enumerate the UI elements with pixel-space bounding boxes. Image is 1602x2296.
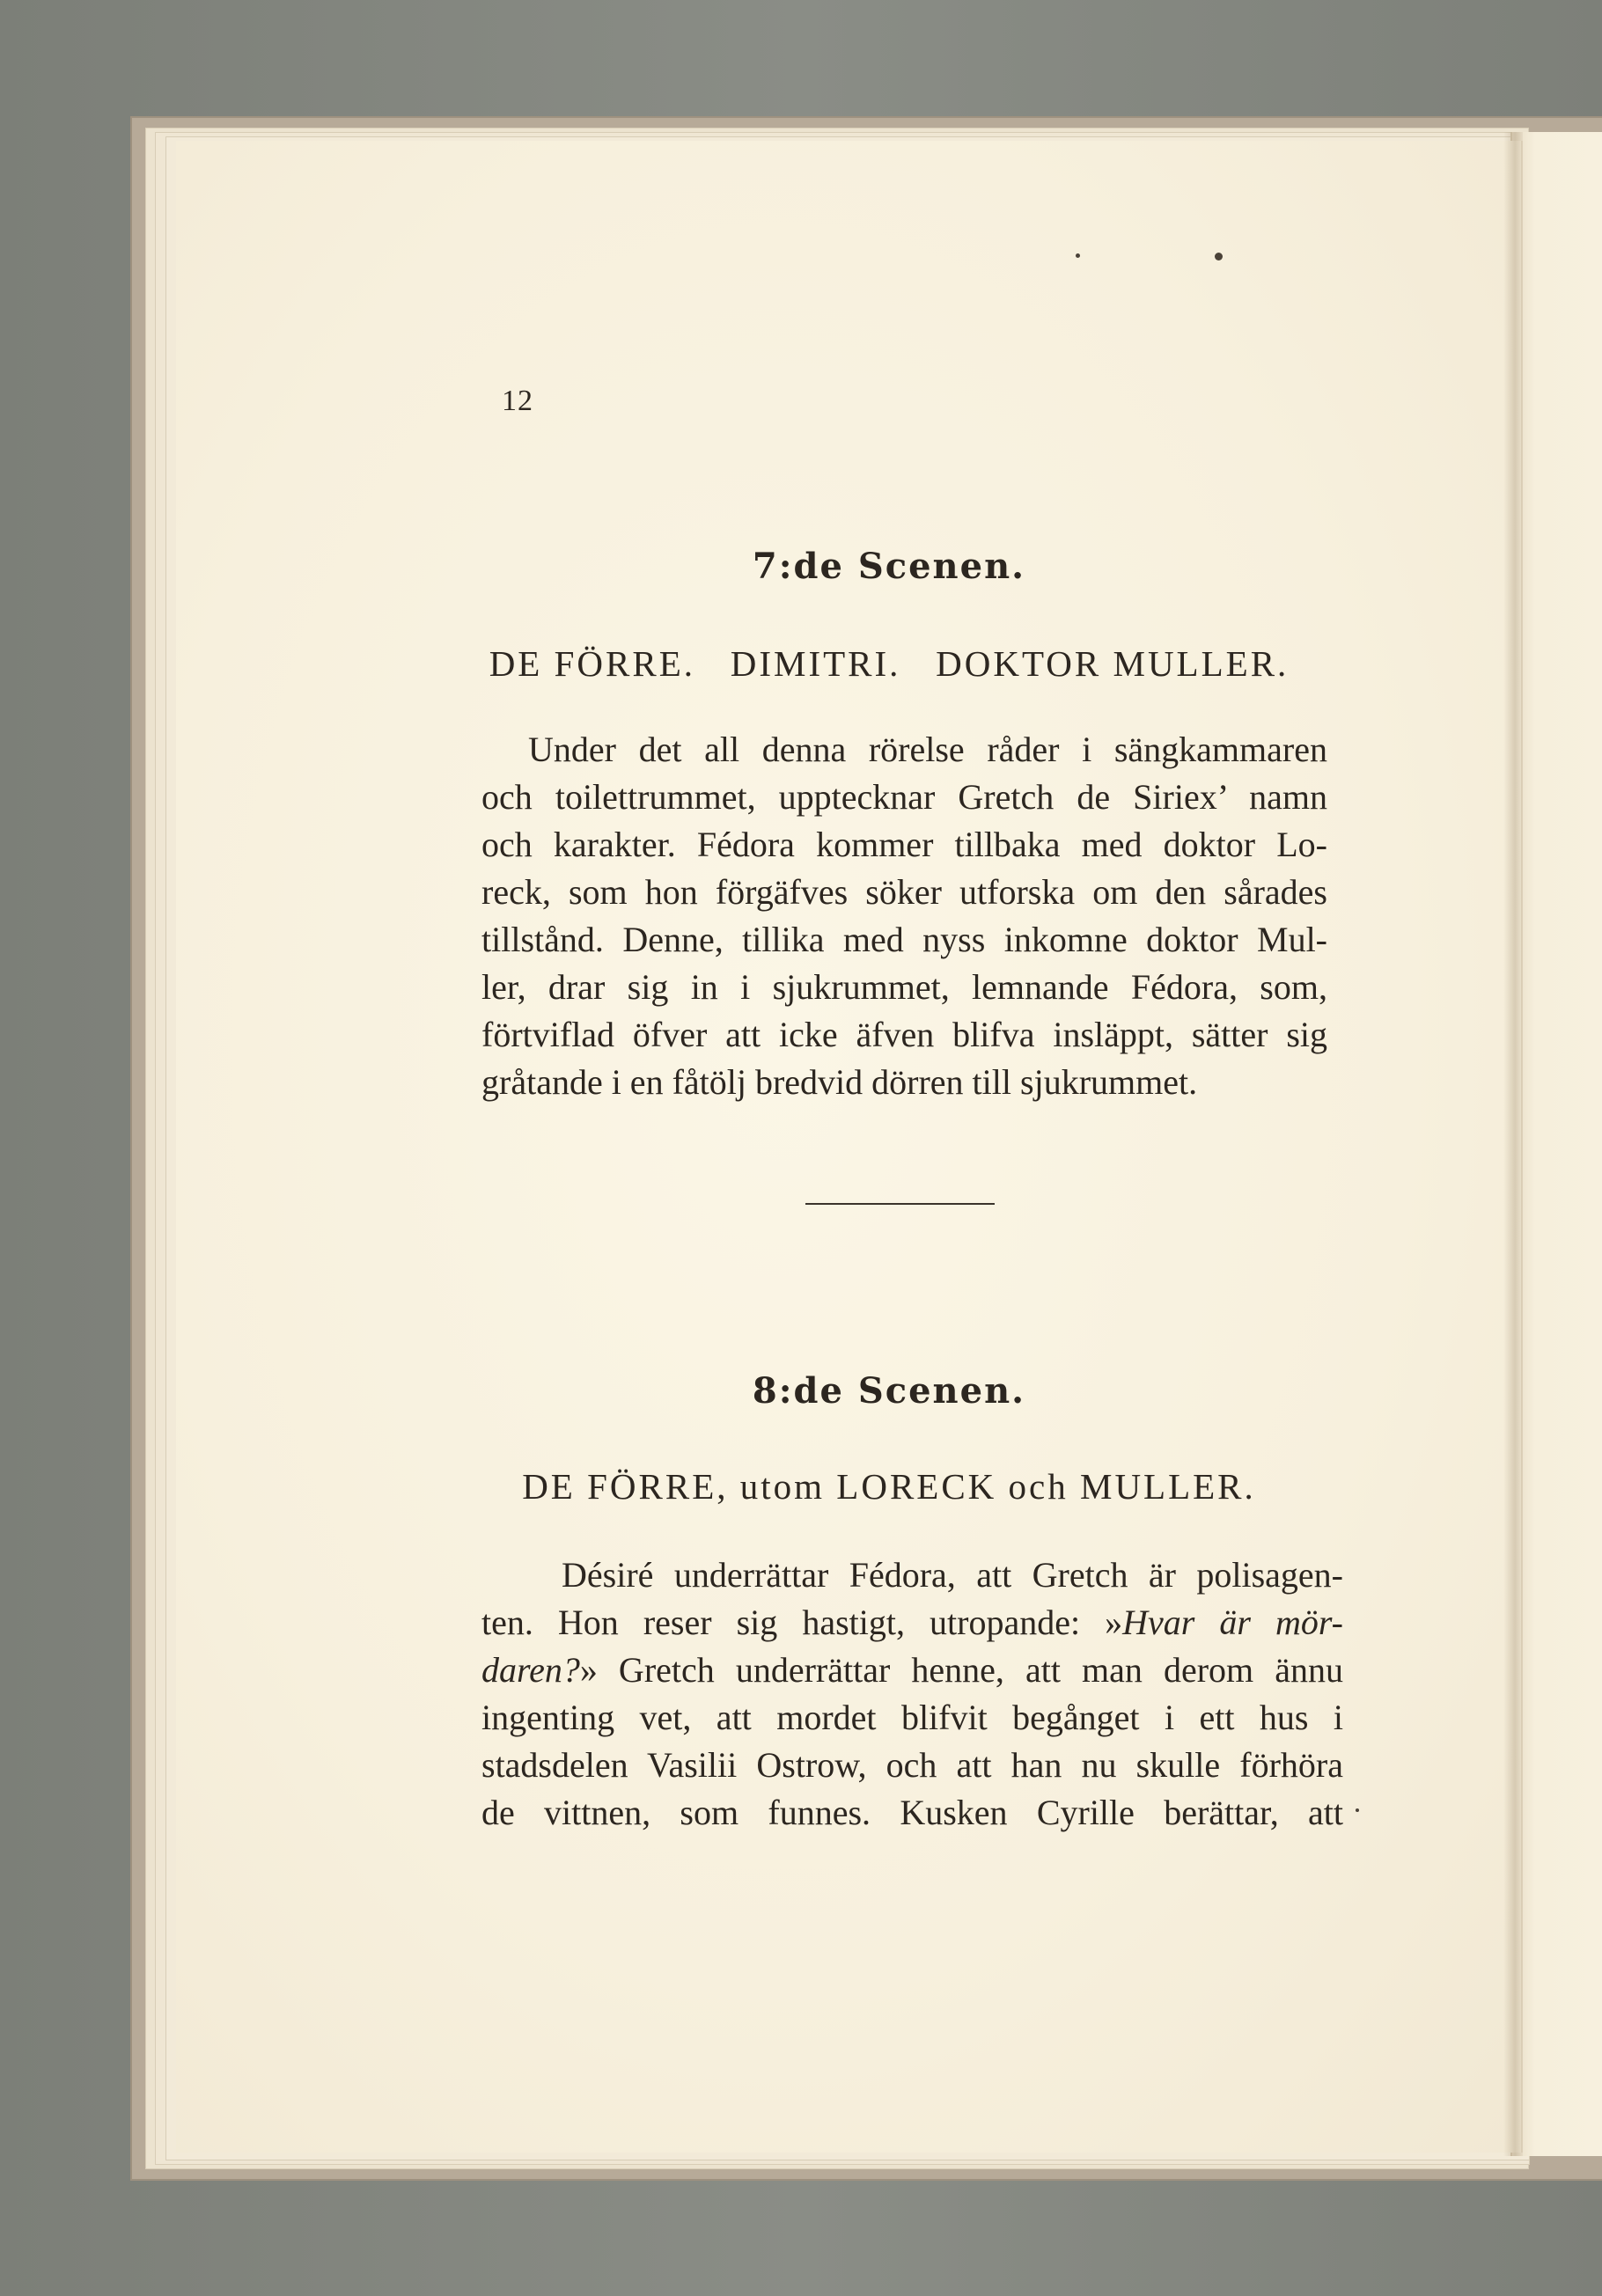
- scene-8-line: ingenting vet, att mordet blifvit begånget i ett hus i: [481, 1698, 1343, 1737]
- book-page: [176, 141, 1523, 2153]
- scene-8-line: de vittnen, som funnes. Kusken Cyrille berättar, att: [481, 1793, 1343, 1832]
- scene-8-line: [481, 1600, 1343, 1646]
- scene-7-line: tillstånd. Denne, tillika med nyss inkomne doktor Mul-: [481, 920, 1327, 959]
- page-number: 12: [502, 385, 533, 417]
- scene-8-line: stadsdelen Vasilii Ostrow, och att han nu skulle förhöra: [481, 1745, 1343, 1785]
- scene-7-line: Under det all denna rörelse råder i sängkammaren: [528, 730, 1327, 769]
- scene-7-line: gråtande i en fåtölj bredvid dörren till sjukrummet.: [481, 1062, 1198, 1102]
- scene-8-italic-text: daren?: [481, 1650, 580, 1690]
- scene-7-title: 7:de Scenen.: [752, 546, 1026, 587]
- scene-8-cast: DE FÖRRE, utom LORECK och MULLER.: [522, 1466, 1256, 1507]
- scene-7-line: ler, drar sig in i sjukrummet, lemnande Fédora, som,: [481, 967, 1327, 1007]
- scene-7-line: och karakter. Fédora kommer tillbaka med doktor Lo-: [481, 825, 1327, 864]
- scene-7-line: och toilettrummet, upptecknar Gretch de Siriex’ namn: [481, 777, 1327, 817]
- scene-8-italic-text: Hvar är mör-: [1122, 1603, 1343, 1642]
- scene-7-line: reck, som hon förgäfves söker utforska om den sårades: [481, 872, 1327, 912]
- scene-8-line-text: » Gretch underrättar henne, att man derom ännu: [579, 1650, 1343, 1690]
- scene-8-line-text: ten. Hon reser sig hastigt, utropande: »: [481, 1603, 1123, 1642]
- scene-7-cast: DE FÖRRE. DIMITRI. DOKTOR MULLER.: [489, 643, 1290, 684]
- scene-8-line: Désiré underrättar Fédora, att Gretch är polisagen-: [562, 1555, 1343, 1595]
- ink-speck: [1076, 253, 1080, 258]
- gutter-shadow: [1503, 132, 1523, 2156]
- scene-8-title: 8:de Scenen.: [752, 1370, 1026, 1412]
- facing-page: [1510, 132, 1602, 2156]
- section-divider-rule: [805, 1203, 995, 1205]
- ink-speck: [1356, 1808, 1359, 1812]
- scene-8-line: [481, 1647, 1343, 1693]
- ink-speck: [1215, 253, 1223, 260]
- scene-7-line: förtviflad öfver att icke äfven blifva insläppt, sätter sig: [481, 1015, 1327, 1054]
